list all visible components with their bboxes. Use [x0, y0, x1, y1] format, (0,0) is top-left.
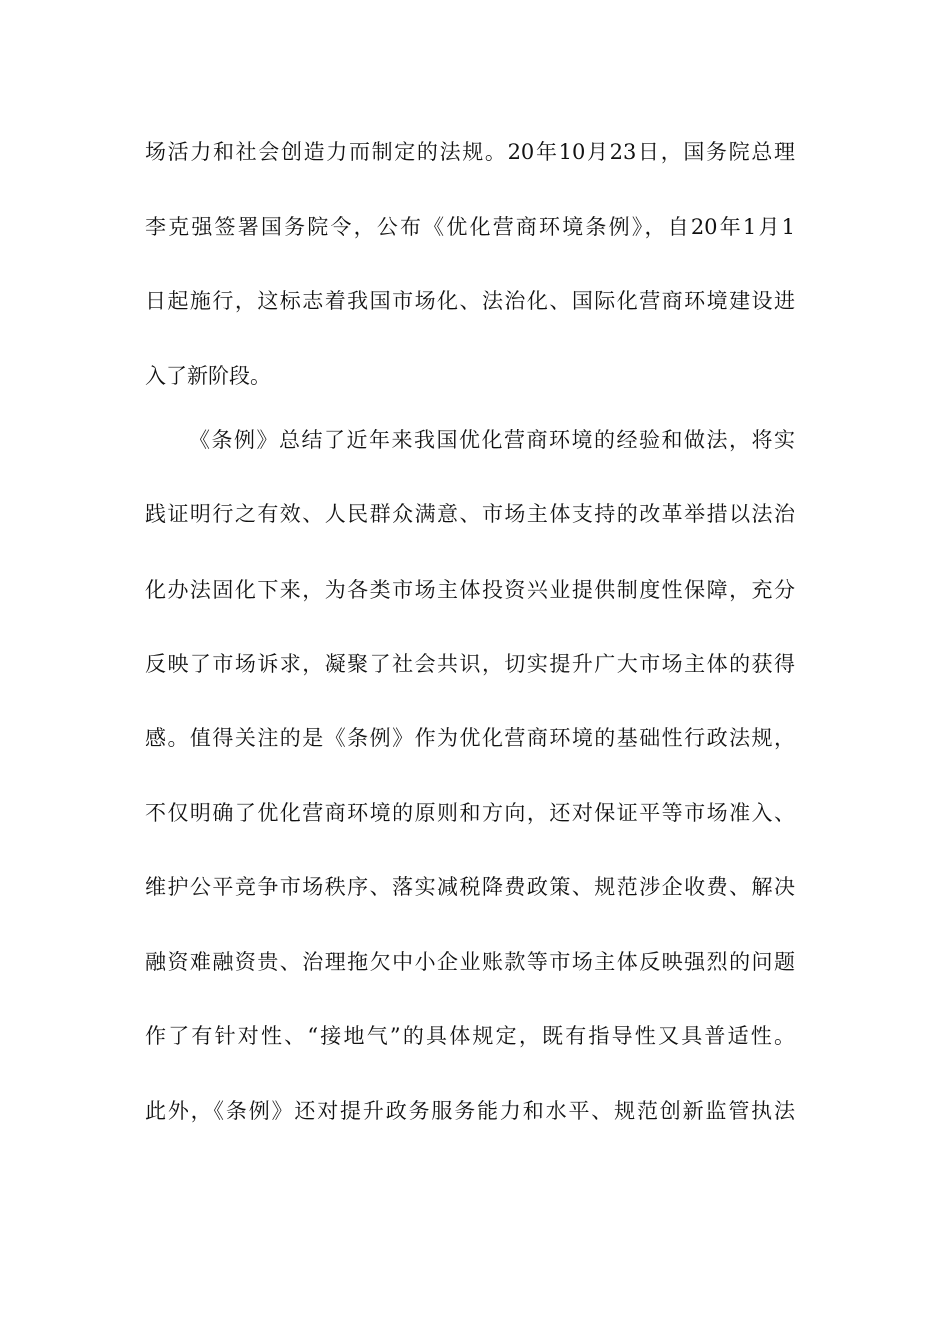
paragraph-2-line-7: 维护公平竞争市场秩序、落实减税降费政策、规范涉企收费、解决: [145, 875, 795, 899]
paragraph-2-line-8: 融资难融资贵、治理拖欠中小企业账款等市场主体反映强烈的问题: [145, 950, 795, 974]
paragraph-2-line-3: 化办法固化下来，为各类市场主体投资兴业提供制度性保障，充分: [145, 578, 795, 602]
paragraph-1-line-3: 日起施行，这标志着我国市场化、法治化、国际化营商环境建设进: [145, 289, 795, 313]
paragraph-1-line-4: 入了新阶段。: [145, 364, 271, 388]
paragraph-2-line-10: 此外，《条例》还对提升政务服务能力和水平、规范创新监管执法: [145, 1099, 795, 1123]
paragraph-2-line-1: 《条例》总结了近年来我国优化营商环境的经验和做法，将实: [189, 428, 795, 452]
paragraph-2-line-5: 感。值得关注的是《条例》作为优化营商环境的基础性行政法规，: [145, 726, 795, 750]
paragraph-2-line-9: 作了有针对性、“接地气”的具体规定，既有指导性又具普适性。: [145, 1024, 795, 1048]
paragraph-1-line-2: 李克强签署国务院令，公布《优化营商环境条例》，自20年1月1: [145, 215, 795, 239]
paragraph-1-line-1: 场活力和社会创造力而制定的法规。20年10月23日，国务院总理: [145, 140, 795, 164]
paragraph-2-line-6: 不仅明确了优化营商环境的原则和方向，还对保证平等市场准入、: [145, 801, 795, 825]
paragraph-2-line-4: 反映了市场诉求，凝聚了社会共识，切实提升广大市场主体的获得: [145, 652, 795, 676]
paragraph-2-line-2: 践证明行之有效、人民群众满意、市场主体支持的改革举措以法治: [145, 502, 795, 526]
